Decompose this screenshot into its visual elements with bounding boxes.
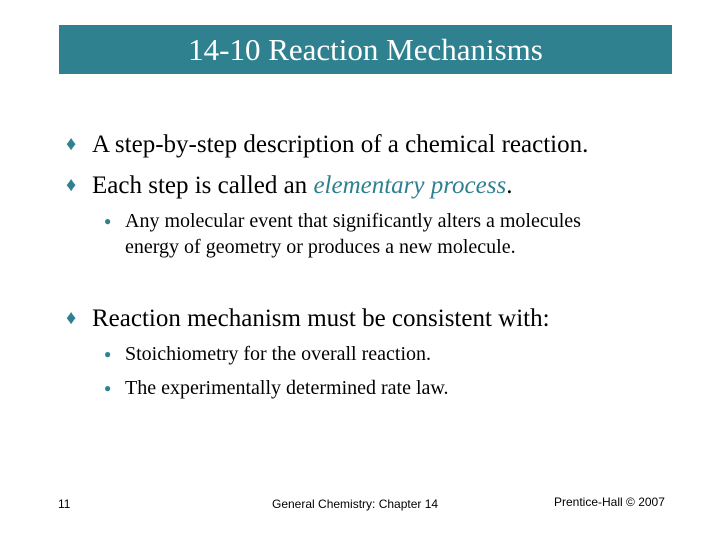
slide-title: 14-10 Reaction Mechanisms	[59, 25, 672, 74]
sub-bullet-text: Stoichiometry for the overall reaction.	[125, 343, 432, 365]
bullet-reaction-mechanism	[66, 303, 550, 334]
footer-copyright: Prentice-Hall © 2007	[554, 495, 665, 509]
bullet-text-end: .	[506, 172, 513, 199]
emphasis-term: elementary process	[313, 172, 507, 199]
diamond-bullet-icon: ♦	[66, 133, 77, 155]
circle-bullet-icon: ●	[104, 381, 112, 395]
bullet-text: Each step is called an	[92, 172, 314, 199]
bullet-elementary-process	[66, 170, 512, 201]
page-number: 11	[58, 497, 71, 511]
bullet-text: A step-by-step description of a chemical reaction.	[92, 131, 589, 158]
footer-chapter: General Chemistry: Chapter 14	[272, 497, 439, 511]
circle-bullet-icon: ●	[104, 347, 112, 361]
sub-bullet-molecular-event	[104, 208, 604, 260]
circle-bullet-icon: ●	[104, 214, 112, 228]
bullet-text: Reaction mechanism must be consistent with:	[92, 305, 550, 332]
sub-bullet-text: Any molecular event that significantly alters a molecules energy of geometry or produces a new molecule.	[125, 210, 581, 258]
diamond-bullet-icon: ♦	[66, 174, 77, 196]
sub-bullet-rate-law	[104, 375, 664, 401]
diamond-bullet-icon: ♦	[66, 307, 77, 329]
sub-bullet-text: The experimentally determined rate law.	[125, 377, 449, 399]
sub-bullet-stoichiometry	[104, 341, 664, 367]
bullet-step-by-step	[66, 129, 588, 160]
